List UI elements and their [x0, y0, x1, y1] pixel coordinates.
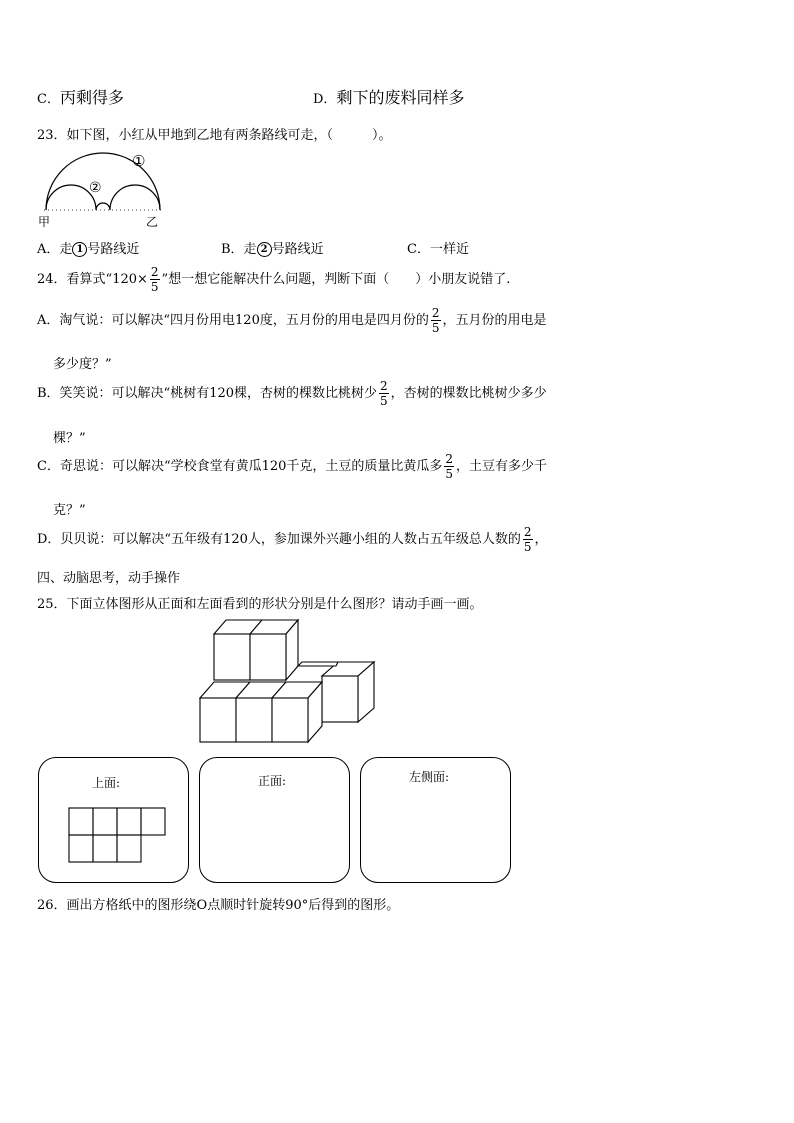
fraction-denominator: 5 — [445, 467, 454, 481]
top-view-grid — [68, 807, 170, 865]
q23-option-c: C．一样近 — [407, 242, 469, 257]
q24-option-c-line2: 克？” — [53, 503, 86, 518]
q23-option-b-prefix: B．走 — [221, 242, 257, 257]
q24-option-b-fraction — [379, 379, 389, 408]
cube-top — [298, 662, 338, 666]
label-yi: 乙 — [146, 215, 159, 229]
q24-option-d-line1 — [37, 525, 548, 554]
q24-option-d-suffix: ， — [534, 532, 548, 547]
q24-option-a-line1 — [37, 306, 547, 335]
fraction-denominator: 5 — [380, 394, 388, 408]
left-view-box[interactable] — [360, 757, 511, 883]
fraction-numerator: 2 — [445, 452, 454, 466]
route-2-arc-right — [110, 185, 160, 210]
fraction-numerator: 2 — [380, 379, 388, 393]
q24-option-a-line2: 多少度？” — [53, 357, 112, 372]
front-view-label: 正面: — [258, 774, 287, 788]
q25-cube-solid — [196, 618, 378, 746]
route-1-circle-icon: 1 — [72, 242, 87, 257]
q23-stem: 23．如下图，小红从甲地到乙地有两条路线可走，（ ）。 — [37, 128, 392, 143]
section-4-title: 四、动脑思考，动手操作 — [37, 571, 181, 586]
q24-option-d-fraction — [523, 525, 533, 554]
cube-front — [200, 698, 236, 742]
fraction-denominator: 5 — [431, 321, 440, 335]
q22-option-d — [313, 85, 464, 108]
cube-front — [322, 676, 358, 722]
q22-option-d-letter: D． — [313, 92, 337, 107]
fraction-numerator: 2 — [431, 306, 440, 320]
fraction-numerator: 2 — [523, 525, 532, 539]
q24-stem-suffix: ”想一想它能解决什么问题，判断下面（ ）小朋友说错了. — [161, 272, 511, 287]
q24-option-b-prefix: B．笑笑说：可以解决“桃树有120棵，杏树的棵数比桃树少 — [37, 386, 378, 401]
q23-option-b — [221, 238, 324, 257]
label-jia: 甲 — [38, 215, 51, 229]
q24-stem — [37, 265, 510, 294]
route-1-label: ① — [132, 152, 146, 170]
q22-option-c-text: 丙剩得多 — [59, 88, 124, 107]
cube-front — [272, 698, 308, 742]
q24-option-d-prefix: D．贝贝说：可以解决“五年级有120人，参加课外兴趣小组的人数占五年级总人数的 — [37, 532, 521, 547]
q24-stem-prefix: 24．看算式“120× — [37, 272, 148, 287]
cube-front — [214, 634, 250, 680]
fraction-denominator: 5 — [523, 540, 532, 554]
q22-option-c — [37, 85, 124, 108]
q22-option-d-text: 剩下的废料同样多 — [336, 88, 465, 107]
q24-option-c-fraction — [444, 452, 454, 481]
cube-front — [236, 698, 272, 742]
cube-front — [250, 634, 286, 680]
q23-route-diagram — [36, 150, 166, 230]
q22-option-c-letter: C． — [37, 92, 60, 107]
q24-option-b-suffix: ，杏树的棵数比桃树少多少 — [390, 386, 547, 401]
top-view-label: 上面: — [92, 776, 121, 790]
q23-option-b-suffix: 号路线近 — [271, 242, 324, 257]
left-view-label: 左侧面: — [409, 770, 450, 784]
q24-option-b-line2: 棵？” — [53, 431, 86, 446]
q24-option-a-suffix: ，五月份的用电是 — [442, 313, 547, 328]
q24-option-c-line1 — [37, 452, 547, 481]
route-2-label: ② — [89, 180, 102, 196]
fraction-numerator: 2 — [150, 265, 159, 279]
q25-stem: 25．下面立体图形从正面和左面看到的形状分别是什么图形？请动手画一画。 — [37, 597, 483, 612]
q24-option-c-prefix: C．奇思说：可以解决“学校食堂有黄瓜120千克，土豆的质量比黄瓜多 — [37, 459, 443, 474]
q24-option-a-fraction — [431, 306, 441, 335]
front-view-box[interactable] — [199, 757, 350, 883]
route-2-circle-icon: 2 — [257, 242, 272, 257]
q24-option-a-prefix: A．淘气说：可以解决“四月份用电120度，五月份的用电是四月份的 — [37, 313, 429, 328]
q24-option-b-line1 — [37, 379, 547, 408]
top-view-box — [38, 757, 189, 883]
fraction-denominator: 5 — [150, 280, 159, 294]
q26-stem: 26．画出方格纸中的图形绕O点顺时针旋转90°后得到的图形。 — [37, 898, 400, 913]
q23-option-a-prefix: A．走 — [37, 242, 73, 257]
q24-fraction — [150, 265, 160, 294]
route-2-arc-middle — [96, 203, 110, 210]
q23-option-a — [37, 238, 139, 257]
q24-option-c-suffix: ，土豆有多少千 — [456, 459, 548, 474]
q23-option-a-suffix: 号路线近 — [87, 242, 140, 257]
